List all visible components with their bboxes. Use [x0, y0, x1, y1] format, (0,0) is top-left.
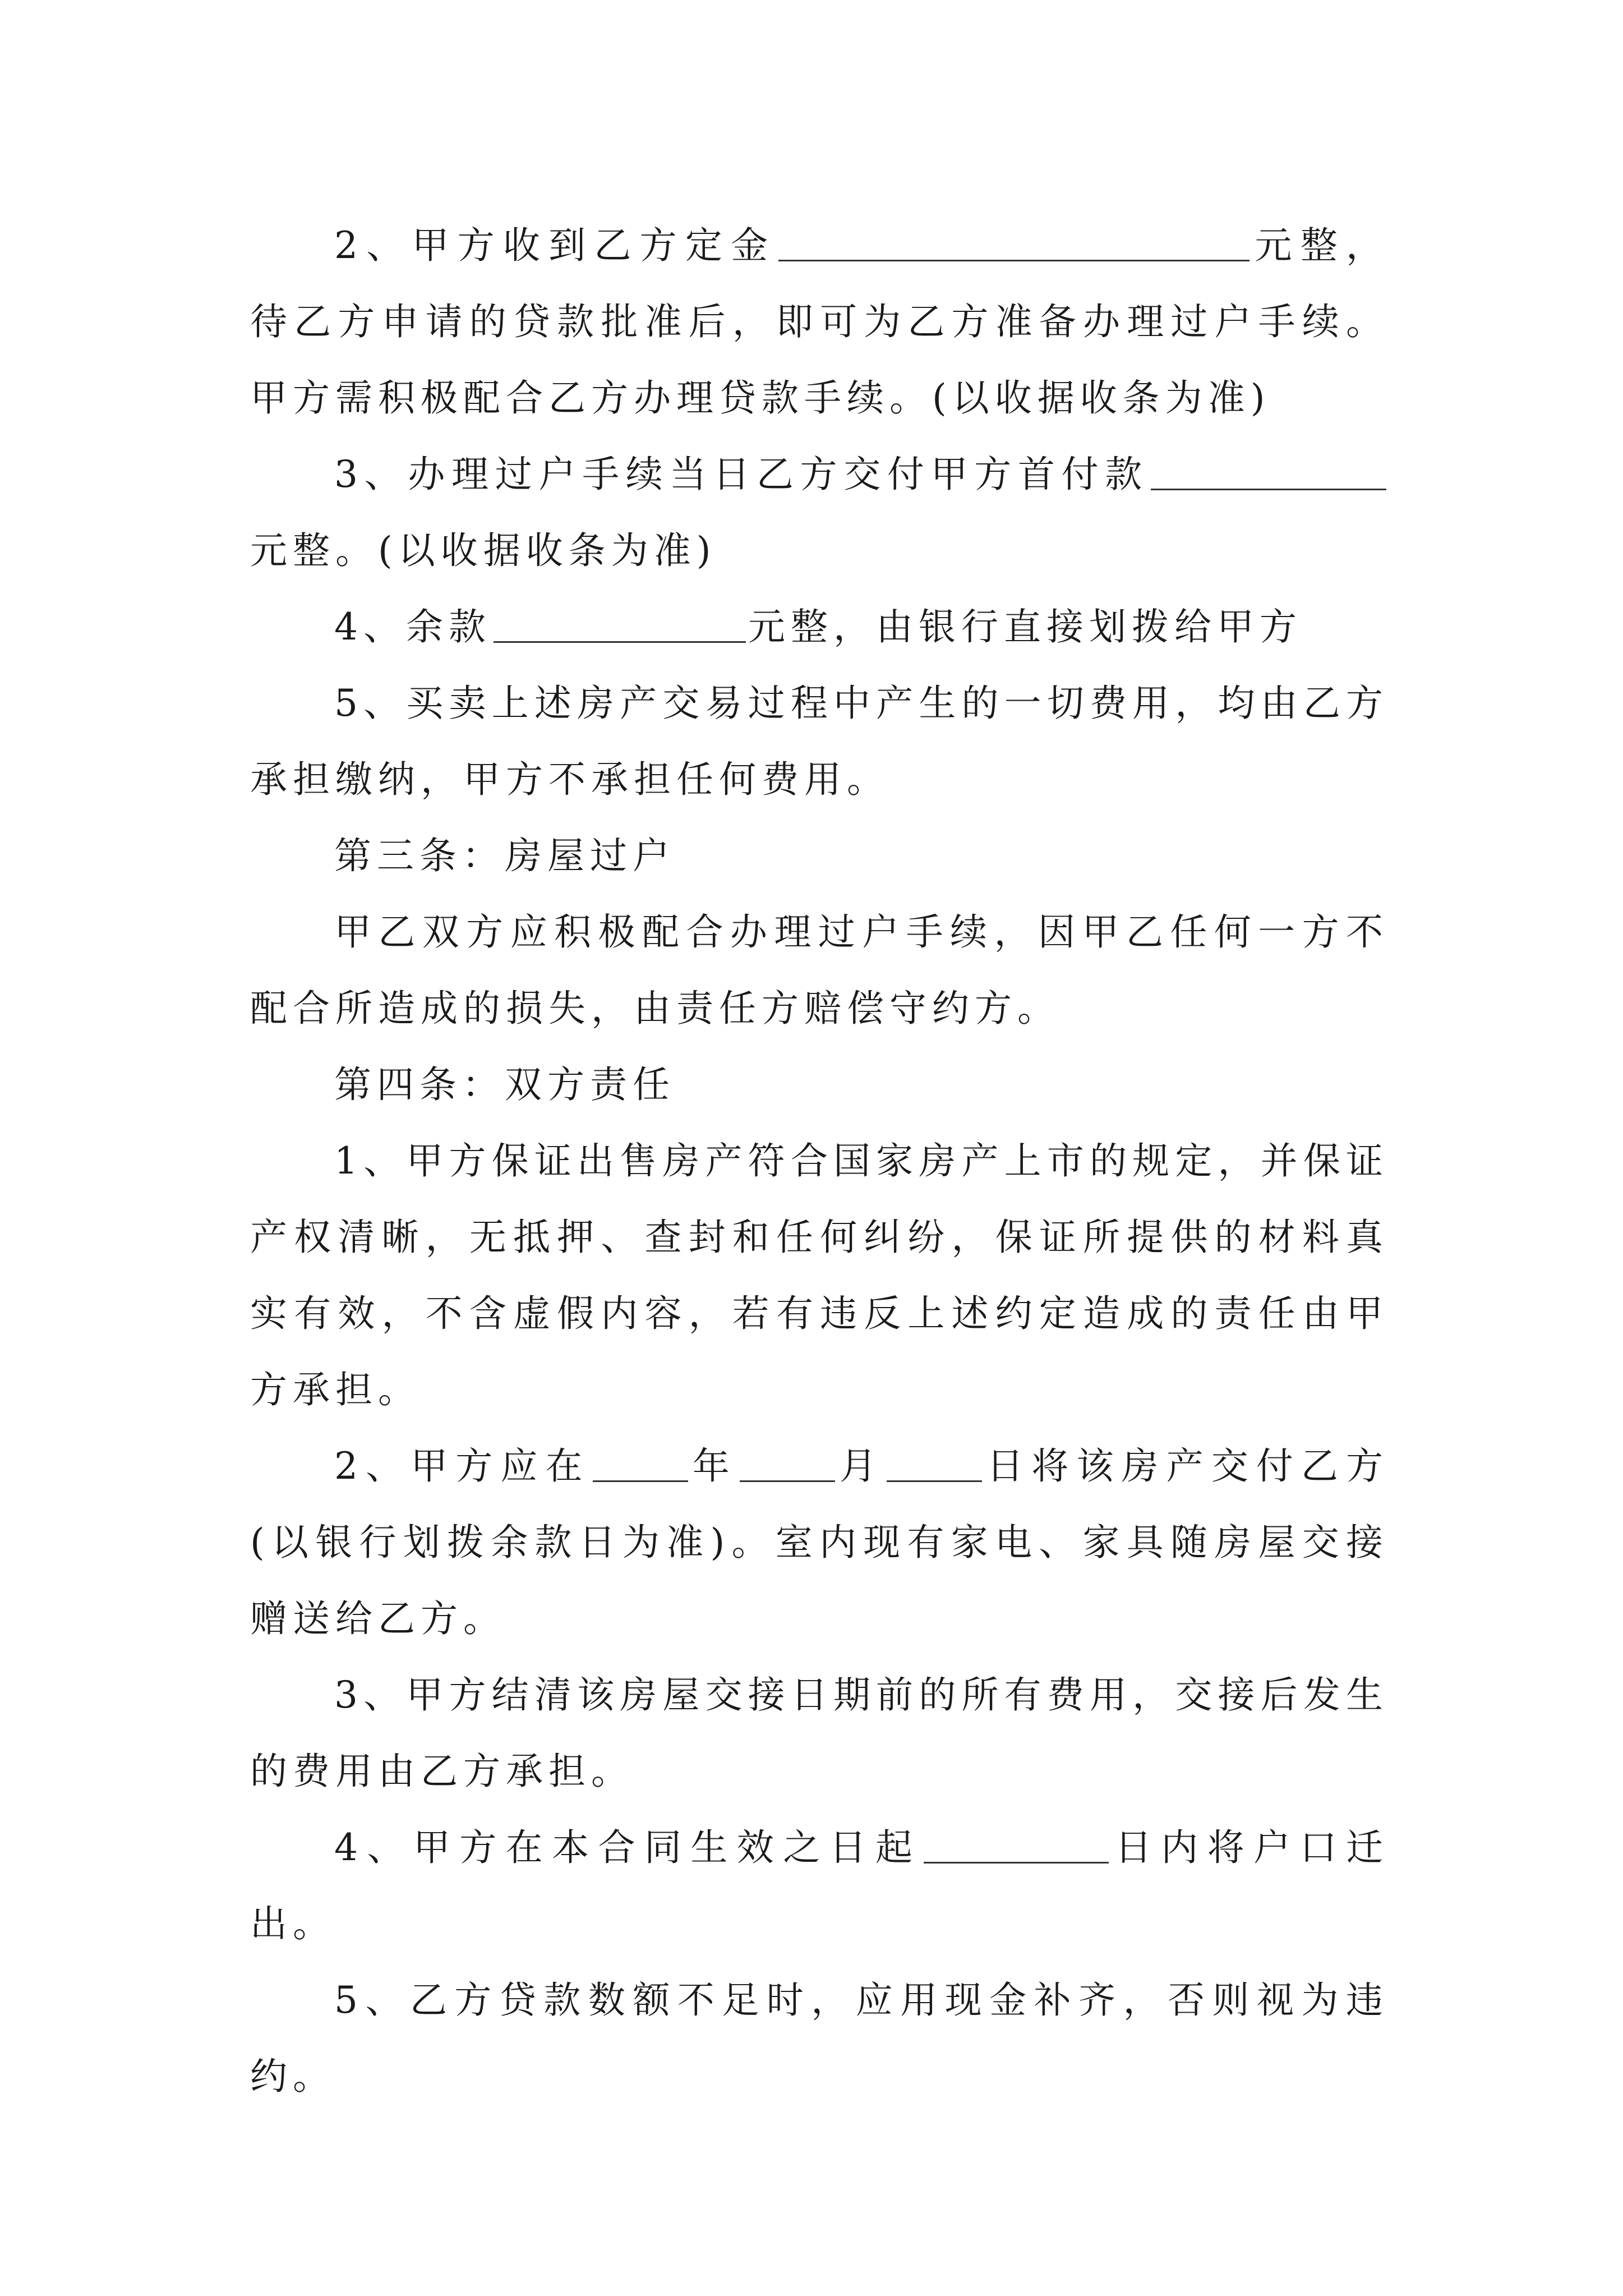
clause-seller-guarantee: 1、甲方保证出售房产符合国家房产上市的规定，并保证产权清晰，无抵押、查封和任何纠纷，保证所提供的材料真实有效，不含虚假内容，若有违反上述约定造成的责任由甲方承担。 [250, 1139, 1389, 1411]
year-label: 年 [690, 1444, 737, 1488]
clause-balance-text-before: 4、余款 [334, 605, 491, 648]
clause-household-text-after: 日内将户口迁出。 [250, 1826, 1389, 1945]
down-payment-amount-blank[interactable] [1151, 452, 1386, 490]
article-four-heading: 第四条：双方责任 [334, 1063, 675, 1106]
delivery-day-blank[interactable] [887, 1443, 982, 1482]
clause-balance-text-after: 元整，由银行直接划拨给甲方 [748, 605, 1302, 648]
clause-household-text-before: 4、甲方在本合同生效之日起 [334, 1826, 922, 1869]
clause-down-payment-text-before: 3、办理过户手续当日乙方交付甲方首付款 [334, 453, 1149, 496]
clause-down-payment [250, 436, 1389, 589]
clause-delivery-text-before: 2、甲方应在 [334, 1444, 591, 1488]
deposit-amount-blank[interactable] [778, 223, 1249, 261]
clause-balance [250, 589, 1389, 665]
clause-transfer-cooperation: 甲乙双方应积极配合办理过户手续，因甲乙任何一方不配合所造成的损失，由责任方赔偿守约方。 [250, 910, 1389, 1030]
contract-body [250, 208, 1389, 2115]
clause-deposit [250, 208, 1389, 436]
delivery-month-blank[interactable] [740, 1443, 835, 1482]
clause-delivery-date [250, 1428, 1389, 1657]
balance-amount-blank[interactable] [494, 604, 746, 643]
clause-fees: 5、买卖上述房产交易过程中产生的一切费用，均由乙方承担缴纳，甲方不承担任何费用。 [250, 682, 1389, 801]
clause-deposit-text-before: 2、甲方收到乙方定金 [334, 224, 777, 267]
article-three-heading: 第三条：房屋过户 [334, 834, 675, 877]
clause-deposit-text-after: 元整，待乙方申请的贷款批准后，即可为乙方准备办理过户手续。甲方需积极配合乙方办理贷款手续。(以收据收条为准) [250, 224, 1389, 420]
household-days-blank[interactable] [924, 1825, 1109, 1864]
clause-delivery-text-after: 日将该房产交付乙方(以银行划拨余款日为准)。室内现有家电、家具随房屋交接赠送给乙方。 [250, 1444, 1389, 1640]
clause-down-payment-text-after: 元整。(以收据收条为准) [250, 529, 717, 572]
delivery-year-blank[interactable] [593, 1443, 688, 1482]
clause-settle-fees: 3、甲方结清该房屋交接日期前的所有费用，交接后发生的费用由乙方承担。 [250, 1673, 1389, 1793]
clause-household-registration [250, 1810, 1389, 1962]
month-label: 月 [837, 1444, 885, 1488]
clause-loan-shortfall: 5、乙方贷款数额不足时，应用现金补齐，否则视为违约。 [250, 1978, 1389, 2098]
